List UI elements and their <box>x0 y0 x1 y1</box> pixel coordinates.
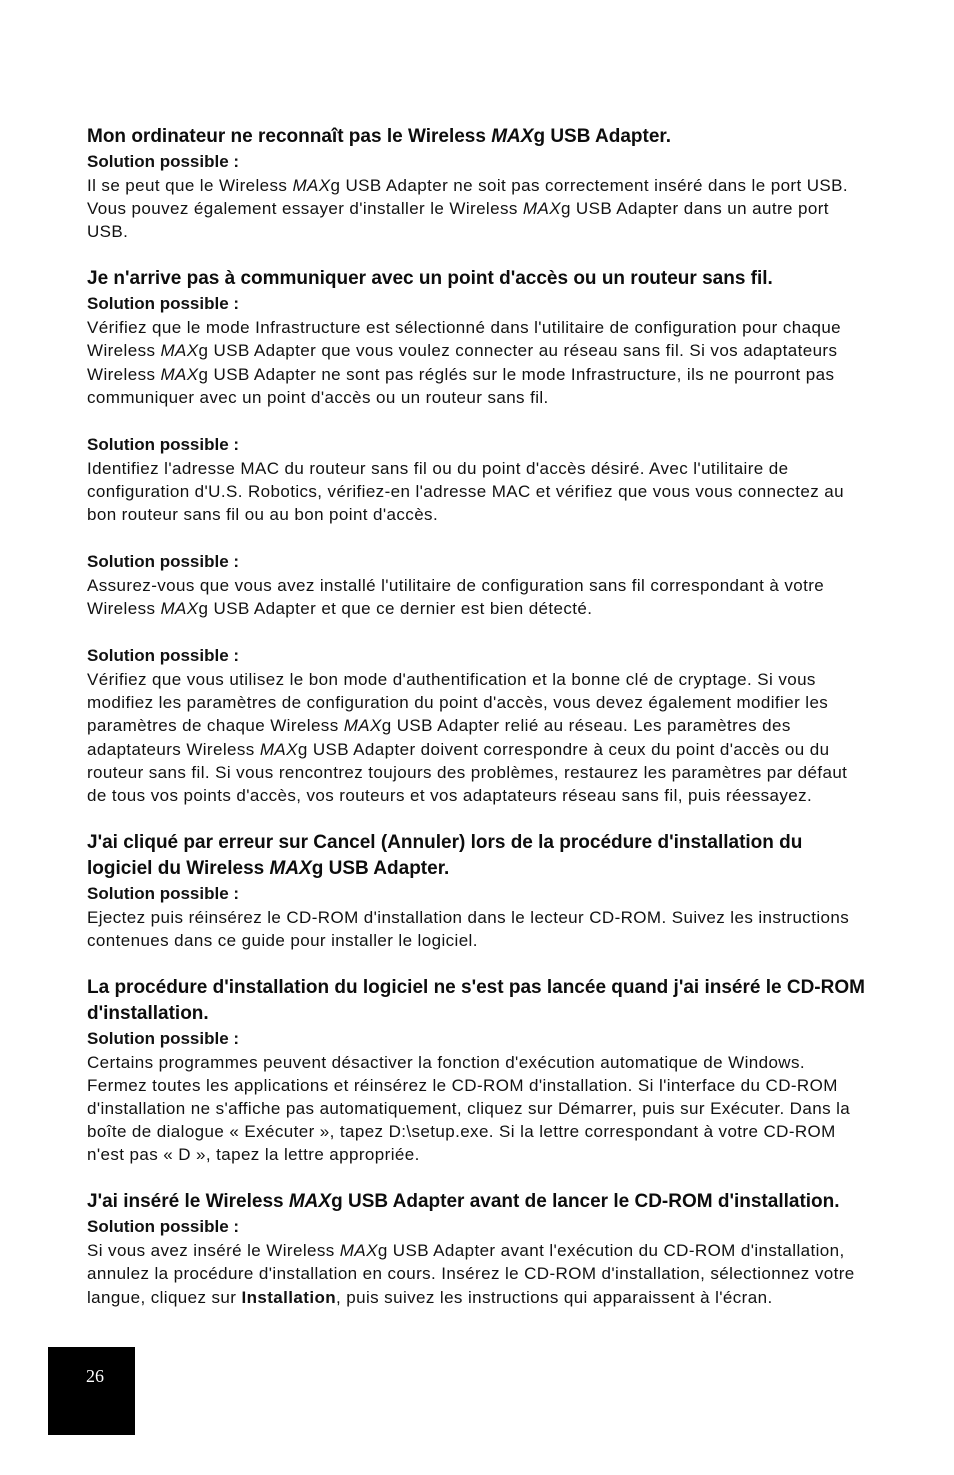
solution-text-run: g USB Adapter avant l'exécution du CD-ROM d'installation, annulez la procédure d'installation en cours. Insérez le CD-ROM d'installation, sélectionnez votre langue, cliquez sur <box>87 1241 855 1307</box>
page-number-box <box>48 1347 135 1435</box>
solution-text-run: Certains programmes peuvent désactiver la fonction d'exécution automatique de Windows. Fermez toutes les applications et réinsérez le CD-ROM d'installation. Si l'interface du CD-ROM d'installation ne s'affiche pas automatiquement, cliquez sur Démarrer, puis sur Exécuter. Dans la boîte de dialogue « Exécuter », tapez D:\setup.exe. Si la lettre correspondant à votre CD-ROM n'est pas « D », tapez la lettre appropriée. <box>87 1052 851 1165</box>
solution-text <box>87 457 865 527</box>
solution-label: Solution possible : <box>87 294 240 314</box>
solution-label: Solution possible : <box>87 1028 240 1048</box>
solution-text <box>87 174 865 244</box>
solution-block <box>87 433 865 527</box>
product-name-max: MAX <box>522 199 561 219</box>
product-name-max: MAX <box>160 599 199 619</box>
solution-text <box>87 574 865 620</box>
solution-text-run: Vérifiez que vous utilisez le bon mode d'authentification et la bonne clé de cryptage. Si vous modifiez les paramètres de configuration du point d'accès, vous devez également modifier les paramètres de chaque Wireless <box>87 670 829 736</box>
solution-text-run: g USB Adapter et que ce dernier est bien détecté. <box>198 599 593 619</box>
product-name-max: MAX <box>160 341 199 361</box>
product-name-max: MAX <box>339 1241 378 1261</box>
problem-section-adapter-not-recognized <box>87 124 865 244</box>
solution-block <box>87 1215 865 1309</box>
solution-label: Solution possible : <box>87 883 240 903</box>
product-name-max: MAX <box>343 716 382 736</box>
solution-block <box>87 550 865 620</box>
solution-text-run: , puis suivez les instructions qui apparaissent à l'écran. <box>336 1287 773 1307</box>
product-name-max: MAX <box>269 857 312 879</box>
solution-text-run: g USB Adapter ne soit pas correctement inséré dans le port USB. Vous pouvez également essayer d'installer le Wireless <box>87 176 849 219</box>
solution-label: Solution possible : <box>87 434 240 454</box>
solution-text-run: Si vous avez inséré le Wireless <box>87 1241 340 1261</box>
product-name-max: MAX <box>292 176 331 195</box>
problem-section-cannot-communicate <box>87 266 865 807</box>
solution-text <box>87 1051 865 1167</box>
solution-block <box>87 644 865 807</box>
solution-block <box>87 292 865 409</box>
solution-text-run: Assurez-vous que vous avez installé l'utilitaire de configuration sans fil correspondant à votre Wireless <box>87 575 825 619</box>
solution-text <box>87 906 865 952</box>
heading-text: La procédure d'installation du logiciel ne s'est pas lancée quand j'ai inséré le CD-ROM d'installation. <box>87 976 865 1024</box>
problem-section-cancel-clicked <box>87 830 865 952</box>
heading-text: Je n'arrive pas à communiquer avec un point d'accès ou un routeur sans fil. <box>87 268 773 290</box>
solution-block <box>87 1027 865 1167</box>
product-name-max: MAX <box>491 126 534 147</box>
problem-heading <box>87 1189 865 1215</box>
solution-text-run: g USB Adapter que vous voulez connecter au réseau sans fil. Si vos adaptateurs Wireless <box>87 341 838 384</box>
solution-label: Solution possible : <box>87 152 240 171</box>
solution-text <box>87 668 865 807</box>
solution-label: Solution possible : <box>87 646 240 665</box>
solution-text-run: Il se peut que le Wireless <box>87 176 293 195</box>
problem-heading <box>87 975 865 1027</box>
solution-label: Solution possible : <box>87 1217 240 1237</box>
solution-block <box>87 882 865 952</box>
solution-text-run: g USB Adapter relié au réseau. Les paramètres des adaptateurs Wireless <box>87 716 791 759</box>
product-name-max: MAX <box>259 739 298 759</box>
problem-heading <box>87 124 865 150</box>
solution-text-run: Identifiez l'adresse MAC du routeur sans fil ou du point d'accès désiré. Avec l'utilitaire de configuration d'U.S. Robotics, vérifiez-en l'adresse MAC et vérifiez que vous vous connectez au bon routeur sans fil ou au bon point d'accès. <box>87 458 844 525</box>
solution-text <box>87 316 865 409</box>
solution-text-run: g USB Adapter doivent correspondre à ceux du point d'accès ou du routeur sans fil. Si vous rencontrez toujours des problèmes, restaurez les paramètres par défaut de tous vos points d'accès, vos routeurs et vos adaptateurs réseau sans fil, puis réessayez. <box>87 739 848 806</box>
solution-text-run: g USB Adapter dans un autre port USB. <box>87 199 829 242</box>
page-number: 26 <box>86 1366 104 1386</box>
heading-text: g USB Adapter avant de lancer le CD-ROM d'installation. <box>331 1191 840 1213</box>
solution-label: Solution possible : <box>87 551 240 571</box>
troubleshooting-content <box>87 124 865 1309</box>
problem-section-adapter-inserted-first <box>87 1189 865 1309</box>
solution-text-run: Ejectez puis réinsérez le CD-ROM d'installation dans le lecteur CD-ROM. Suivez les instructions contenues dans ce guide pour installer le logiciel. <box>87 907 850 950</box>
solution-text <box>87 1239 865 1309</box>
product-name-max: MAX <box>288 1191 332 1213</box>
solution-text-run: g USB Adapter ne sont pas réglés sur le mode Infrastructure, ils ne pourront pas communiquer avec un point d'accès ou un routeur sans fil. <box>87 364 835 407</box>
heading-text: J'ai inséré le Wireless <box>87 1191 289 1213</box>
problem-heading <box>87 266 865 292</box>
product-name-max: MAX <box>160 364 199 384</box>
heading-text: J'ai cliqué par erreur sur Cancel (Annuler) lors de la procédure d'installation du logiciel du Wireless <box>87 831 803 879</box>
problem-section-autorun-failed <box>87 975 865 1167</box>
heading-text: Mon ordinateur ne reconnaît pas le Wireless <box>87 126 492 147</box>
problem-heading <box>87 830 865 882</box>
heading-text: g USB Adapter. <box>533 126 672 147</box>
solution-block <box>87 150 865 244</box>
installation-keyword: Installation <box>241 1287 337 1307</box>
solution-text-run: Vérifiez que le mode Infrastructure est sélectionné dans l'utilitaire de configuration pour chaque Wireless <box>87 318 842 361</box>
heading-text: g USB Adapter. <box>311 857 450 879</box>
